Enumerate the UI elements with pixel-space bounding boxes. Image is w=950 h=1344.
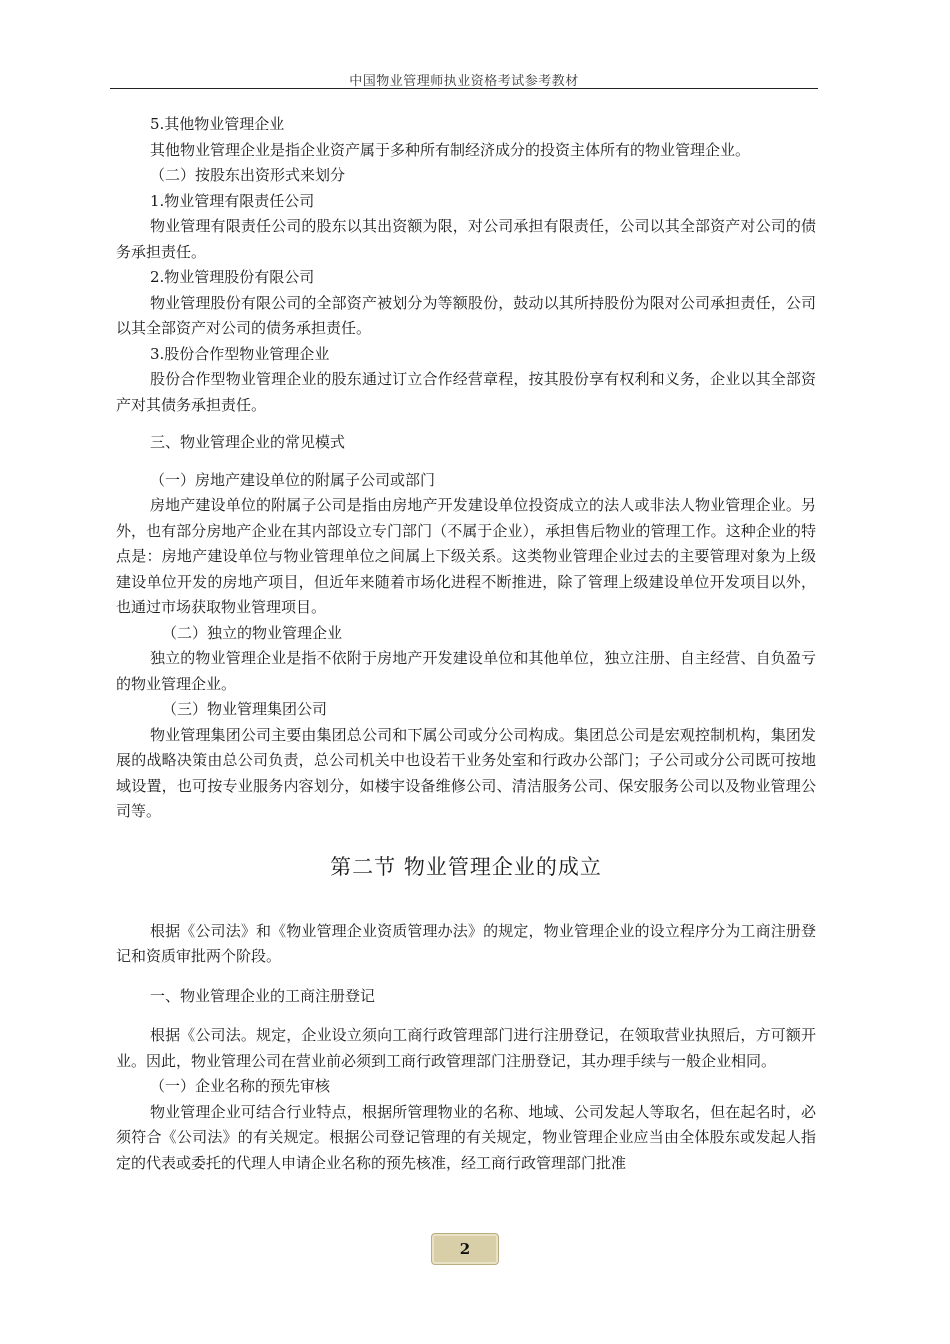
paragraph: 其他物业管理企业是指企业资产属于多种所有制经济成分的投资主体所有的物业管理企业。 <box>150 140 751 159</box>
subheading-name-precheck: （一）企业名称的预先审核 <box>150 1077 331 1095</box>
paragraph: 物业管理企业可结合行业特点，根据所管理物业的名称、地域、公司发起人等取名，但在起名时，必须符合《公司法》的有关规定。根据公司登记管理的有关规定，物业管理企业应当由全体股东或发起人指定的代表或委托的代理人申请企业名称的预先核准，经工商行政管理部门批准 <box>116 1102 816 1172</box>
subheading-joint-stock: 2.物业管理股份有限公司 <box>150 268 315 286</box>
paragraph: 物业管理集团公司主要由集团总公司和下属公司或分公司构成。集团总公司是宏观控制机构，集团发展的战略决策由总公司负责，总公司机关中也设若干业务处室和行政办公部门；子公司或分公司既可按地域设置，也可按专业服务内容划分，如楼宇设备维修公司、清洁服务公司、保安服务公司以及物业管理公司等。 <box>116 725 816 820</box>
paragraph: 独立的物业管理企业是指不依附于房地产开发建设单位和其他单位，独立注册、自主经营、自负盈亏的物业管理企业。 <box>116 649 816 693</box>
paragraph: 物业管理有限责任公司的股东以其出资额为限，对公司承担有限责任，公司以其全部资产对公司的债务承担责任。 <box>116 217 816 261</box>
header-rule <box>110 88 818 89</box>
paragraph: 房地产建设单位的附属子公司是指由房地产开发建设单位投资成立的法人或非法人物业管理企业。另外，也有部分房地产企业在其内部设立专门部门（不属于企业），承担售后物业的管理工作。这种企业的特点是：房地产建设单位与物业管理单位之间属上下级关系。这类物业管理企业过去的主要管理对象为上级建设单位开发的房地产项目，但近年来随着市场化进程不断推进，除了管理上级建设单位开发项目以外，也通过市场获取物业管理项目。 <box>116 496 816 616</box>
paragraph: 根据《公司法》和《物业管理企业资质管理办法》的规定，物业管理企业的设立程序分为工商注册登记和资质审批两个阶段。 <box>116 921 816 965</box>
page-body <box>116 112 816 1176</box>
page-number: 2 <box>431 1233 499 1265</box>
subheading-by-capital-form: （二）按股东出资形式来划分 <box>150 166 346 184</box>
paragraph: 根据《公司法。规定，企业设立须向工商行政管理部门进行注册登记，在领取营业执照后，方可额开业。因此，物业管理公司在营业前必须到工商行政管理部门注册登记，其办理手续与一般企业相同。 <box>116 1026 816 1070</box>
subheading-cooperative: 3.股份合作型物业管理企业 <box>150 344 330 363</box>
subheading-independent: （二）独立的物业管理企业 <box>162 623 343 642</box>
heading-common-modes: 三、物业管理企业的常见模式 <box>150 433 346 451</box>
running-header: 中国物业管理师执业资格考试参考教材 <box>349 74 579 89</box>
subheading-other-enterprises: 5.其他物业管理企业 <box>150 115 285 133</box>
section-title: 第二节 物业管理企业的成立 <box>330 854 602 879</box>
heading-registration: 一、物业管理企业的工商注册登记 <box>150 986 376 1005</box>
subheading-llc: 1.物业管理有限责任公司 <box>150 191 315 210</box>
subheading-group-company: （三）物业管理集团公司 <box>162 700 328 718</box>
subheading-subsidiary: （一）房地产建设单位的附属子公司或部门 <box>150 470 436 489</box>
paragraph: 物业管理股份有限公司的全部资产被划分为等额股份，鼓动以其所持股份为限对公司承担责任，公司以其全部资产对公司的债务承担责任。 <box>116 293 816 337</box>
paragraph: 股份合作型物业管理企业的股东通过订立合作经营章程，按其股份享有权利和义务，企业以其全部资产对其债务承担责任。 <box>116 370 816 414</box>
